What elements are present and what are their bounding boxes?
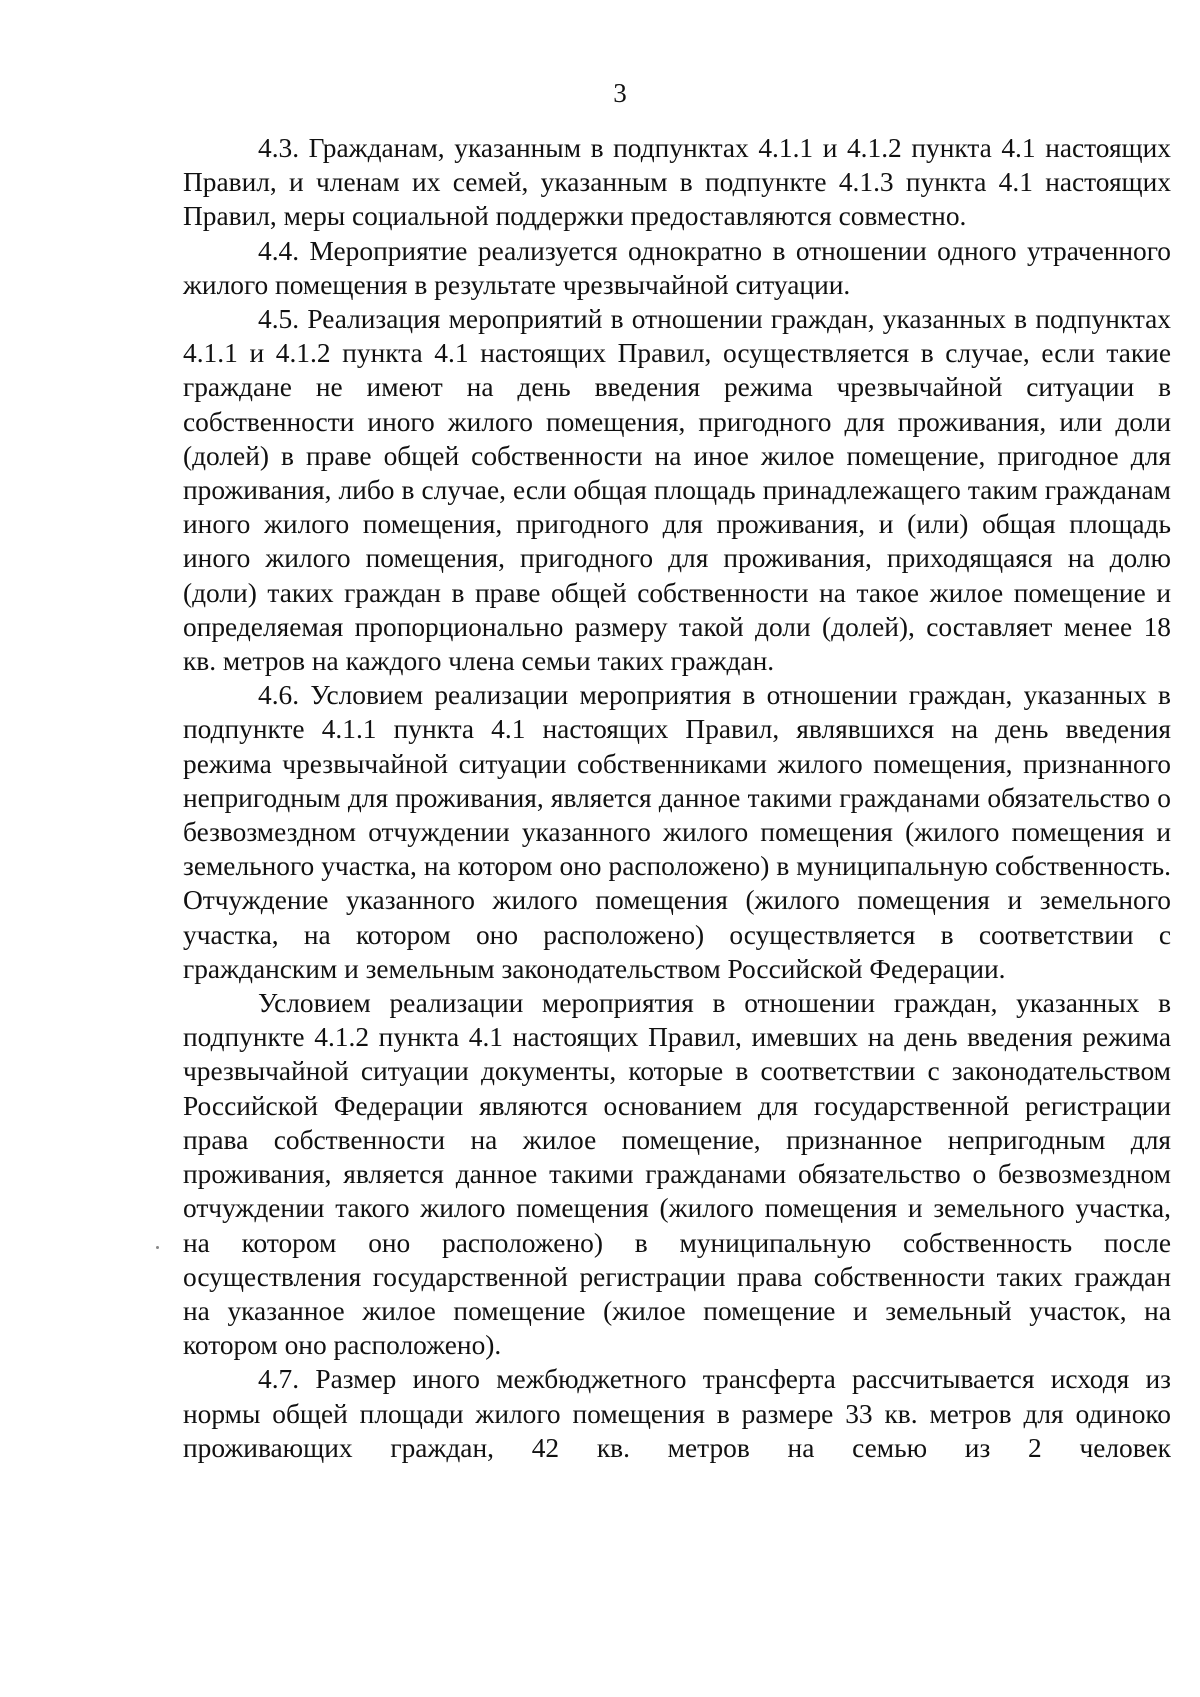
paragraph-4-6: 4.6. Условием реализации мероприятия в отношении граждан, указанных в подпункте 4.1.1 пункта 4.1 настоящих Правил, являвшихся на день введения режима чрезвычайной ситуации собственниками жилого помещения, признанного непригодным для проживания, является данное такими гражданами обязательство о безвозмездном отчуждении указанного жилого помещения (жилого помещения и земельного участка, на котором оно расположено) в муниципальную собственность. Отчуждение указанного жилого помещения (жилого помещения и земельного участка, на котором оно расположено) осуществляется в соответствии с гражданским и земельным законодательством Российской Федерации. [183, 680, 1171, 984]
page-number: 3 [613, 78, 627, 108]
body-text [183, 131, 1171, 1465]
paragraph-4-5: 4.5. Реализация мероприятий в отношении граждан, указанных в подпунктах 4.1.1 и 4.1.2 пункта 4.1 настоящих Правил, осуществляется в случае, если такие граждане не имеют на день введения режима чрезвычайной ситуации в собственности иного жилого помещения, пригодного для проживания, или доли (долей) в праве общей собственности на иное жилое помещение, пригодное для проживания, либо в случае, если общая площадь принадлежащего таким гражданам иного жилого помещения, пригодного для проживания, и (или) общая площадь иного жилого помещения, пригодного для проживания, приходящаяся на долю (доли) таких граждан в праве общей собственности на такое жилое помещение и определяемая пропорционально размеру такой доли (долей), составляет менее 18 кв. метров на каждого члена семьи таких граждан. [183, 304, 1171, 677]
scan-speck [156, 1246, 159, 1249]
paragraph-4-7: 4.7. Размер иного межбюджетного трансферта рассчитывается исходя из нормы общей площади жилого помещения в размере 33 кв. метров для одиноко проживающих граждан, 42 кв. метров на семью из 2 человек [183, 1364, 1171, 1463]
paragraph-4-4: 4.4. Мероприятие реализуется однократно в отношении одного утраченного жилого помещения в результате чрезвычайной ситуации. [183, 235, 1171, 300]
paragraph-4-6-continued: Условием реализации мероприятия в отношении граждан, указанных в подпункте 4.1.2 пункта 4.1 настоящих Правил, имевших на день введения режима чрезвычайной ситуации документы, которые в соответствии с законодательством Российской Федерации являются основанием для государственной регистрации права собственности на жилое помещение, признанное непригодным для проживания, является данное такими гражданами обязательство о безвозмездном отчуждении такого жилого помещения (жилого помещения и земельного участка, на котором оно расположено) в муниципальную собственность после осуществления государственной регистрации права собственности таких граждан на указанное жилое помещение (жилое помещение и земельный участок, на котором оно расположено). [183, 988, 1171, 1361]
paragraph-4-3: 4.3. Гражданам, указанным в подпунктах 4.1.1 и 4.1.2 пункта 4.1 настоящих Правил, и членам их семей, указанным в подпункте 4.1.3 пункта 4.1 настоящих Правил, меры социальной поддержки предоставляются совместно. [183, 133, 1171, 232]
